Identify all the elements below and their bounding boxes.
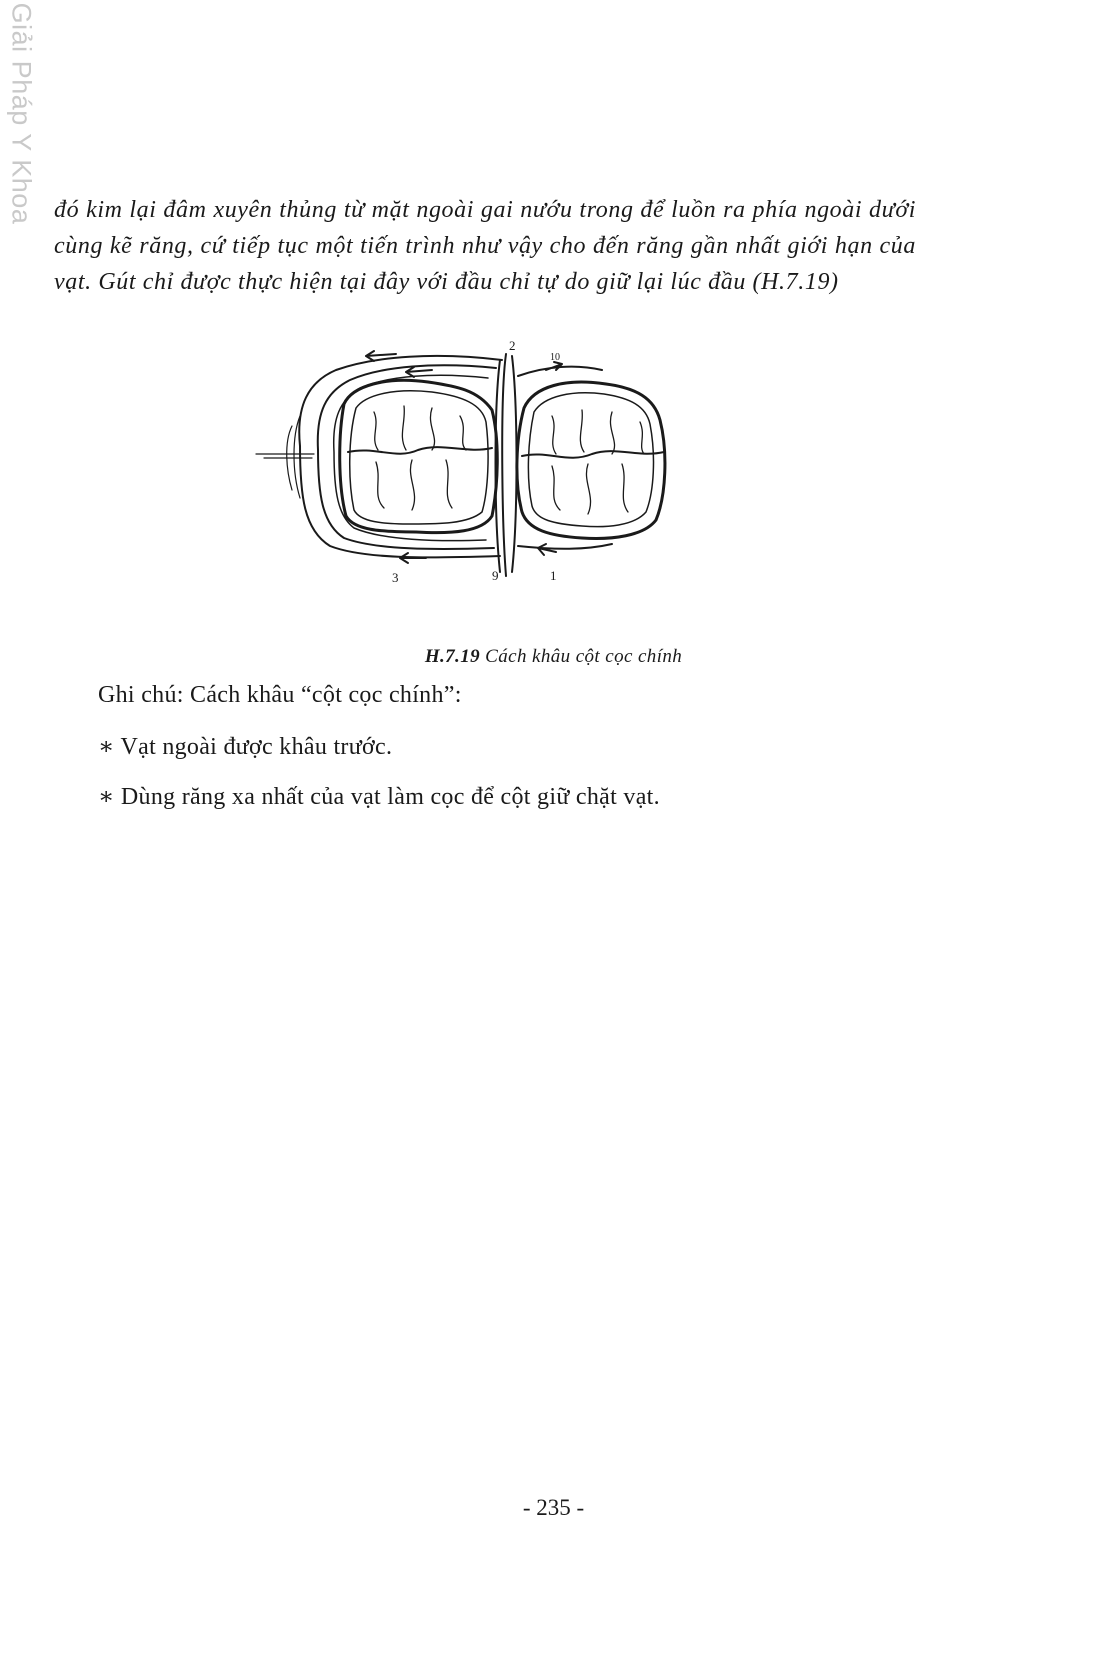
watermark [4,2,38,224]
left-tooth [340,380,498,532]
label-2: 2 [509,338,516,353]
watermark-text: Giải Pháp Y Khoa [6,2,37,224]
left-tooth-inner [350,391,488,524]
arrow-top-right [546,362,562,370]
note-item-1: ∗ Vạt ngoài được khâu trước. [98,734,393,760]
right-tooth-inner [528,393,653,527]
caption-text: Cách khâu cột cọc chính [485,646,683,667]
suture-diagram [256,338,706,616]
body-paragraph: đó kim lại đâm xuyên thủng từ mặt ngoài gai nướu trong để luồn ra phía ngoài dưới cùng kẽ răng, cứ tiếp tục một tiến trình như vậy cho đến răng gần nhất giới hạn của vạt. Gút chỉ được thực hiện tại đây với đầu chỉ tự do giữ lại lúc đầu (H.7.19) [54,197,916,295]
note-item-2: ∗ Dùng răng xa nhất của vạt làm cọc để cột giữ chặt vạt. [98,784,660,810]
arrow-bottom-left [400,553,426,563]
thread-end [256,416,314,498]
page-number: - 235 - [522,1495,585,1520]
suture-loop-outer [299,356,502,557]
label-10: 10 [550,352,560,363]
figure-caption [0,646,1107,668]
label-3: 3 [392,570,399,585]
right-tooth-fissures [552,410,644,514]
figure-h7-19 [256,338,706,616]
caption-number: H.7.19 [424,646,480,667]
left-tooth-fissures [374,406,466,510]
note-heading: Ghi chú: Cách khâu “cột cọc chính”: [98,682,462,708]
left-tooth-groove [348,447,492,454]
arrow-bottom-right [538,544,556,555]
label-1: 1 [550,568,557,583]
label-9: 9 [492,568,499,583]
